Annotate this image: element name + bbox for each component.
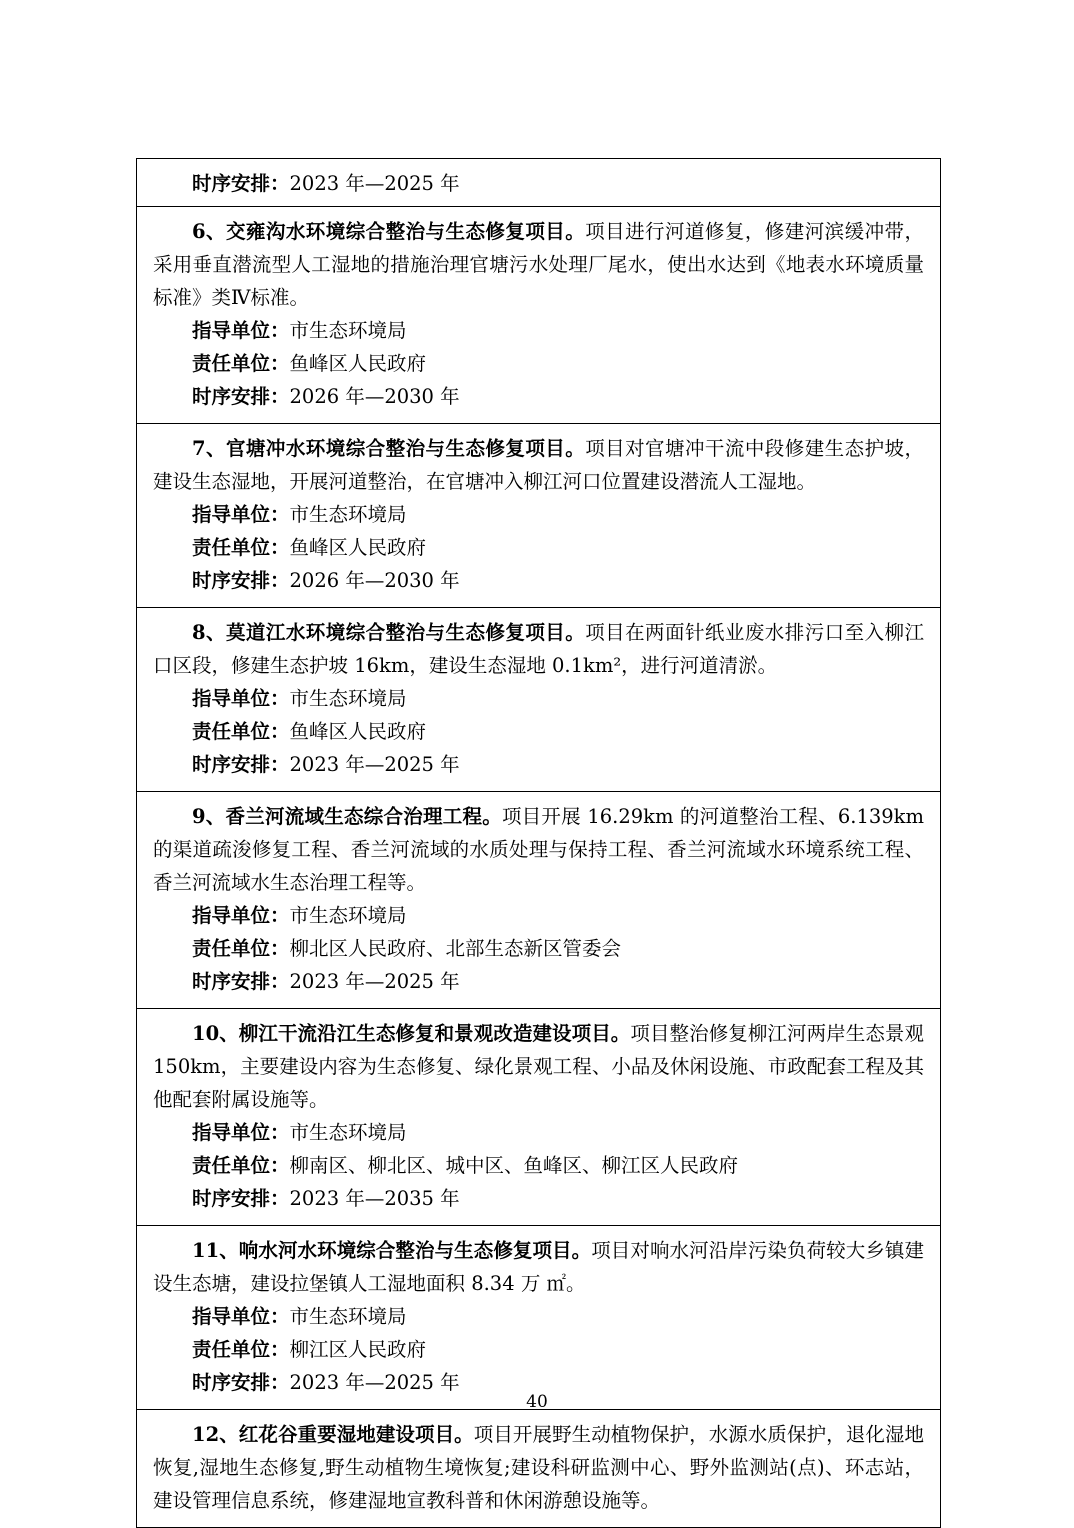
field-value: 2026 年—2030 年 <box>289 385 460 408</box>
field-value: 2023 年—2025 年 <box>289 753 460 776</box>
field-label: 责任单位： <box>192 720 290 743</box>
field-label: 时序安排： <box>192 1371 290 1394</box>
table-row <box>137 424 941 608</box>
field-label: 时序安排： <box>192 385 290 408</box>
project-title: 9、香兰河流域生态综合治理工程。 <box>192 805 502 828</box>
field-value: 鱼峰区人民政府 <box>289 720 427 743</box>
project-body: 项目整治修复柳江河两岸生态景观 150km，主要建设内容为生态修复、绿化景观工程、小品及休闲设施、市政配套工程及其他配套附属设施等。 <box>153 1022 924 1111</box>
field-value: 柳北区人民政府、北部生态新区管委会 <box>289 937 622 960</box>
project-paragraph <box>153 616 924 682</box>
field-label: 责任单位： <box>192 536 290 559</box>
field-label: 指导单位： <box>192 319 290 342</box>
field-value: 鱼峰区人民政府 <box>289 536 427 559</box>
field-label: 指导单位： <box>192 1305 290 1328</box>
field-line <box>153 932 924 965</box>
table-cell <box>137 1009 941 1226</box>
field-line <box>153 899 924 932</box>
table-cell <box>137 608 941 792</box>
field-label: 指导单位： <box>192 503 290 526</box>
project-paragraph <box>153 215 924 314</box>
field-line <box>153 1333 924 1366</box>
table-cell <box>137 207 941 424</box>
table-row <box>137 1410 941 1528</box>
field-value: 柳南区、柳北区、城中区、鱼峰区、柳江区人民政府 <box>289 1154 739 1177</box>
field-value: 鱼峰区人民政府 <box>289 352 427 375</box>
project-title: 12、红花谷重要湿地建设项目。 <box>192 1423 474 1446</box>
field-label: 指导单位： <box>192 687 290 710</box>
field-value: 市生态环境局 <box>289 904 407 927</box>
field-line <box>153 748 924 781</box>
field-line <box>153 167 924 200</box>
table-row <box>137 207 941 424</box>
project-paragraph <box>153 1017 924 1116</box>
field-label: 时序安排： <box>192 753 290 776</box>
field-value: 市生态环境局 <box>289 687 407 710</box>
field-line <box>153 314 924 347</box>
page-number: 40 <box>526 1392 548 1412</box>
field-label: 责任单位： <box>192 352 290 375</box>
field-value: 市生态环境局 <box>289 1305 407 1328</box>
table-cell <box>137 424 941 608</box>
field-line <box>153 682 924 715</box>
field-line <box>153 1149 924 1182</box>
field-value: 2023 年—2025 年 <box>289 1371 460 1394</box>
project-paragraph <box>153 800 924 899</box>
field-value: 市生态环境局 <box>289 1121 407 1144</box>
field-label: 责任单位： <box>192 1154 290 1177</box>
field-label: 时序安排： <box>192 1187 290 1210</box>
table-cell <box>137 1226 941 1410</box>
field-line <box>153 715 924 748</box>
project-body: 项目开展野生动植物保护，水源水质保护，退化湿地恢复,湿地生态修复,野生动植物生境恢复;建设科研监测中心、野外监测站(点)、环志站，建设管理信息系统，修建湿地宣教科普和休闲游憩设施等。 <box>153 1423 924 1512</box>
field-line <box>153 498 924 531</box>
project-body: 项目进行河道修复，修建河滨缓冲带，采用垂直潜流型人工湿地的措施治理官塘污水处理厂尾水，使出水达到《地表水环境质量标准》类Ⅳ标准。 <box>153 220 924 309</box>
project-title: 10、柳江干流沿江生态修复和景观改造建设项目。 <box>192 1022 631 1045</box>
project-paragraph <box>153 1234 924 1300</box>
field-line <box>153 1182 924 1215</box>
table-cell <box>137 1410 941 1528</box>
project-body: 项目开展 16.29km 的河道整治工程、6.139km 的渠道疏浚修复工程、香兰河流域的水质处理与保持工程、香兰河流域水环境系统工程、香兰河流域水生态治理工程等。 <box>153 805 924 894</box>
field-value: 2023 年—2035 年 <box>289 1187 460 1210</box>
field-line <box>153 564 924 597</box>
field-label: 时序安排： <box>192 172 290 195</box>
field-label: 责任单位： <box>192 937 290 960</box>
table-row <box>137 608 941 792</box>
project-body: 项目在两面针纸业废水排污口至入柳江口区段，修建生态护坡 16km，建设生态湿地 0.1km²，进行河道清淤。 <box>153 621 924 677</box>
project-list-table <box>136 158 941 1528</box>
field-label: 指导单位： <box>192 904 290 927</box>
field-line <box>153 347 924 380</box>
project-title: 7、官塘冲水环境综合整治与生态修复项目。 <box>192 437 586 460</box>
field-value: 柳江区人民政府 <box>289 1338 427 1361</box>
field-value: 2023 年—2025 年 <box>289 172 460 195</box>
field-value: 2023 年—2025 年 <box>289 970 460 993</box>
table-row <box>137 159 941 207</box>
project-paragraph <box>153 1418 924 1517</box>
field-label: 时序安排： <box>192 569 290 592</box>
field-value: 市生态环境局 <box>289 503 407 526</box>
project-paragraph <box>153 432 924 498</box>
table-cell <box>137 792 941 1009</box>
field-line <box>153 1300 924 1333</box>
project-title: 6、交雍沟水环境综合整治与生态修复项目。 <box>192 220 586 243</box>
project-title: 8、莫道江水环境综合整治与生态修复项目。 <box>192 621 586 644</box>
field-line <box>153 965 924 998</box>
field-label: 指导单位： <box>192 1121 290 1144</box>
field-line <box>153 531 924 564</box>
table-row <box>137 792 941 1009</box>
project-body: 项目对响水河沿岸污染负荷较大乡镇建设生态塘，建设拉堡镇人工湿地面积 8.34 万 ㎡。 <box>153 1239 924 1295</box>
field-value: 2026 年—2030 年 <box>289 569 460 592</box>
project-body: 项目对官塘冲干流中段修建生态护坡，建设生态湿地，开展河道整治，在官塘冲入柳江河口位置建设潜流人工湿地。 <box>153 437 924 493</box>
project-title: 11、响水河水环境综合整治与生态修复项目。 <box>192 1239 592 1262</box>
field-label: 时序安排： <box>192 970 290 993</box>
field-line <box>153 1116 924 1149</box>
field-value: 市生态环境局 <box>289 319 407 342</box>
table-row <box>137 1226 941 1410</box>
field-line <box>153 380 924 413</box>
field-label: 责任单位： <box>192 1338 290 1361</box>
table-row <box>137 1009 941 1226</box>
table-cell <box>137 159 941 207</box>
